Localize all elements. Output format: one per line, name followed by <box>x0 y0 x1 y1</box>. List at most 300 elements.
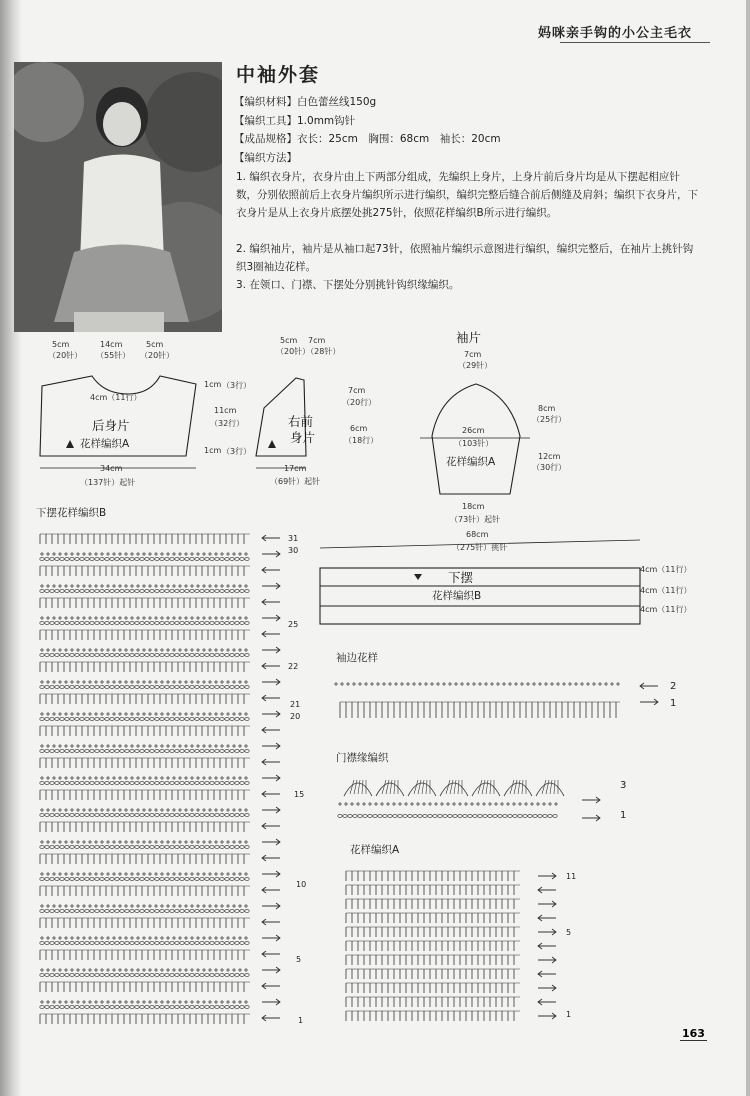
placket-stitch-row <box>408 815 412 818</box>
chart-b-stitch-row <box>175 750 179 753</box>
chart-b-stitch-row <box>135 974 139 977</box>
chart-b-stitch-row <box>65 750 69 753</box>
chart-b-stitch-row <box>195 750 199 753</box>
chart-b-stitch-row <box>190 590 194 593</box>
chart-b-stitch-row <box>215 654 219 657</box>
placket-shell <box>394 780 395 794</box>
chart-b-stitch-row <box>185 558 189 561</box>
placket-shell <box>486 780 488 794</box>
chart-b-stitch-row <box>205 718 209 721</box>
chart-b-stitch-row <box>210 814 214 817</box>
chart-b-stitch-row <box>165 878 169 881</box>
chart-b-stitch-row <box>130 814 134 817</box>
size-line: 【成品规格】衣长：25cm 胸围：68cm 袖长：20cm <box>234 133 501 145</box>
back-sh1: 1cm <box>204 380 222 389</box>
chart-b-stitch-row <box>195 942 199 945</box>
placket-stitch-row <box>358 815 362 818</box>
chart-b-stitch-row <box>245 942 249 945</box>
chart-b-stitch-row <box>140 782 144 785</box>
chart-b-stitch-row <box>115 718 119 721</box>
front-name-2: 身片 <box>290 430 316 445</box>
chart-b-stitch-row <box>240 750 244 753</box>
chart-b-stitch-row <box>135 1006 139 1009</box>
chart-b-stitch-row <box>105 750 109 753</box>
chart-b-stitch-row <box>75 558 79 561</box>
chart-b-stitch-row <box>120 814 124 817</box>
chart-b-stitch-row <box>65 622 69 625</box>
placket-stitch-row <box>468 815 472 818</box>
chart-b-stitch-row <box>220 910 224 913</box>
chart-b-stitch-row <box>120 846 124 849</box>
placket-shell <box>426 780 427 794</box>
chart-b-stitch-row <box>210 654 214 657</box>
chart-b-stitch-row <box>50 654 54 657</box>
chart-b-stitch-row <box>90 622 94 625</box>
chart-b-stitch-row <box>190 942 194 945</box>
chart-b-stitch-row <box>70 814 74 817</box>
chart-b-stitch-row <box>50 814 54 817</box>
chart-b-stitch-row <box>120 750 124 753</box>
chart-b-stitch-row <box>80 782 84 785</box>
chart-b-stitch-row <box>240 718 244 721</box>
chart-b-stitch-row <box>150 782 154 785</box>
chart-b-stitch-row <box>95 942 99 945</box>
back-top-right: 5cm <box>146 340 164 349</box>
chart-b-stitch-row <box>115 782 119 785</box>
chart-b-stitch-row <box>110 622 114 625</box>
chart-b-row-25: 25 <box>288 620 299 629</box>
chart-b-stitch-row <box>150 654 154 657</box>
chart-b-stitch-row <box>140 878 144 881</box>
chart-b-stitch-row <box>100 846 104 849</box>
chart-b-stitch-row <box>240 878 244 881</box>
chart-b-stitch-row <box>105 846 109 849</box>
chart-b-stitch-row <box>180 750 184 753</box>
placket-arrow <box>582 797 600 803</box>
placket-stitch-row <box>348 815 352 818</box>
placket-stitch-row <box>378 815 382 818</box>
placket-stitch-row <box>543 815 547 818</box>
chart-b-stitch-row <box>90 846 94 849</box>
chart-b-stitch-row <box>90 718 94 721</box>
chart-b-stitch-row <box>165 686 169 689</box>
chart-b-stitch-row <box>180 686 184 689</box>
chart-b-stitch-row <box>195 590 199 593</box>
chart-b-stitch-row <box>210 910 214 913</box>
chart-b-stitch-row <box>230 654 234 657</box>
chart-b-stitch-row <box>145 1006 149 1009</box>
placket-stitch-row <box>488 815 492 818</box>
chart-a-direction-arrow <box>538 929 556 935</box>
chart-b-stitch-row <box>170 718 174 721</box>
chart-b-stitch-row <box>40 590 44 593</box>
chart-b-stitch-row <box>50 1006 54 1009</box>
chart-b-stitch-row <box>125 974 129 977</box>
chart-b-stitch-row <box>145 974 149 977</box>
chart-b-stitch-row <box>155 878 159 881</box>
chart-b-stitch-row <box>220 622 224 625</box>
chart-a-direction-arrow <box>538 1013 556 1019</box>
chart-b-stitch-row <box>210 1006 214 1009</box>
chart-b-direction-arrow <box>262 823 280 829</box>
chart-b-stitch-row <box>55 686 59 689</box>
chart-b-stitch-row <box>240 974 244 977</box>
chart-b-stitch-row <box>165 654 169 657</box>
chart-b-stitch-row <box>190 878 194 881</box>
chart-b-stitch-row <box>170 974 174 977</box>
chart-b-stitch-row <box>40 782 44 785</box>
chart-b-stitch-row <box>175 590 179 593</box>
chart-b-stitch-row <box>60 846 64 849</box>
chart-b-stitch-row <box>150 974 154 977</box>
placket-stitch-row <box>518 815 522 818</box>
chart-b-stitch-row <box>220 974 224 977</box>
chart-b-stitch-row <box>205 622 209 625</box>
placket-shell <box>408 783 436 796</box>
chart-a-direction-arrow <box>538 915 556 921</box>
chart-b-stitch-row <box>140 942 144 945</box>
sleeve-edge-title: 袖边花样 <box>336 652 378 664</box>
chart-b-stitch-row <box>80 654 84 657</box>
chart-b-stitch-row <box>75 910 79 913</box>
chart-b-stitch-row <box>170 942 174 945</box>
tools-line: 【编织工具】1.0mm钩针 <box>234 115 356 127</box>
chart-b-stitch-row <box>80 1006 84 1009</box>
chart-b-stitch-row <box>185 686 189 689</box>
placket-shell <box>450 780 453 794</box>
chart-b-direction-arrow <box>262 951 280 957</box>
chart-b-stitch-row <box>120 654 124 657</box>
placket-shell <box>546 780 549 794</box>
chart-b-stitch-row <box>210 750 214 753</box>
chart-b-stitch-row <box>180 814 184 817</box>
chart-b-stitch-row <box>200 622 204 625</box>
chart-b-stitch-row <box>80 942 84 945</box>
chart-b-stitch-row <box>40 654 44 657</box>
chart-b-stitch-row <box>185 622 189 625</box>
placket-shell <box>344 783 372 796</box>
chart-b-stitch-row <box>245 782 249 785</box>
chart-b-stitch-row <box>85 654 89 657</box>
chart-b-stitch-row <box>100 782 104 785</box>
chart-b-stitch-row <box>115 654 119 657</box>
chart-b-stitch-row <box>55 622 59 625</box>
chart-b-stitch-row <box>240 846 244 849</box>
chart-b-stitch-row <box>145 942 149 945</box>
chart-b-stitch-row <box>95 814 99 817</box>
chart-b-stitch-row <box>195 846 199 849</box>
chart-b-stitch-row <box>75 654 79 657</box>
chart-a-direction-arrow <box>538 957 556 963</box>
chart-b-stitch-row <box>80 750 84 753</box>
placket-shell <box>554 780 555 794</box>
chart-b-stitch-row <box>45 718 49 721</box>
chart-b-stitch-row <box>155 718 159 721</box>
chart-b-stitch-row <box>50 622 54 625</box>
chart-b-stitch-row <box>240 686 244 689</box>
back-top-mid-st: （55针） <box>96 351 131 360</box>
chart-b-stitch-row <box>145 622 149 625</box>
hem-pick-st: （275针）挑针 <box>452 543 508 552</box>
chart-b-stitch-row <box>95 910 99 913</box>
chart-b-stitch-row <box>65 1006 69 1009</box>
chart-b-stitch-row <box>195 622 199 625</box>
chart-b-stitch-row <box>165 1006 169 1009</box>
chart-b-stitch-row <box>160 622 164 625</box>
chart-b-stitch-row <box>235 1006 239 1009</box>
chart-b-stitch-row <box>220 686 224 689</box>
chart-b-stitch-row <box>245 814 249 817</box>
chart-b-direction-arrow <box>262 759 280 765</box>
placket-stitch-row <box>398 815 402 818</box>
chart-b-direction-arrow <box>262 647 280 653</box>
chart-b-stitch-row <box>240 622 244 625</box>
placket-shell <box>418 780 421 794</box>
placket-shell <box>458 780 459 794</box>
chart-b-stitch-row <box>95 718 99 721</box>
chart-b-stitch-row <box>180 622 184 625</box>
sleeve-bottom-st: （73针）起针 <box>450 515 501 524</box>
chart-b-stitch-row <box>165 846 169 849</box>
chart-b-stitch-row <box>90 590 94 593</box>
chart-b-stitch-row <box>45 686 49 689</box>
chart-b-stitch-row <box>205 750 209 753</box>
chart-b-stitch-row <box>205 686 209 689</box>
placket-stitch-row <box>413 815 417 818</box>
chart-b-stitch-row <box>75 590 79 593</box>
chart-b-stitch-row <box>100 910 104 913</box>
chart-b-stitch-row <box>100 558 104 561</box>
chart-b-stitch-row <box>180 910 184 913</box>
chart-b-direction-arrow <box>262 615 280 621</box>
chart-b-stitch-row <box>90 782 94 785</box>
chart-b-stitch-row <box>100 974 104 977</box>
chart-b-stitch-row <box>175 1006 179 1009</box>
chart-b-stitch-row <box>115 942 119 945</box>
back-bottom-st: （137针）起针 <box>80 478 136 487</box>
chart-b-direction-arrow <box>262 791 280 797</box>
chart-b-stitch-row <box>235 654 239 657</box>
chart-b-stitch-row <box>180 718 184 721</box>
chart-b-stitch-row <box>85 910 89 913</box>
chart-b-stitch-row <box>145 846 149 849</box>
chart-b-stitch-row <box>95 558 99 561</box>
chart-b-stitch-row <box>40 878 44 881</box>
chart-b-stitch-row <box>155 622 159 625</box>
back-top-mid: 14cm <box>100 340 123 349</box>
placket-shell <box>386 780 389 794</box>
chart-b-stitch-row <box>215 750 219 753</box>
chart-b-stitch-row <box>105 686 109 689</box>
placket-stitch-row <box>493 815 497 818</box>
placket-shell <box>504 783 532 796</box>
chart-b-stitch-row <box>240 942 244 945</box>
chart-b-stitch-row <box>145 910 149 913</box>
back-sh2-rows: （3行） <box>222 447 252 456</box>
chart-b-stitch-row <box>215 1006 219 1009</box>
chart-b-stitch-row <box>85 1006 89 1009</box>
placket-title: 门襟缘编织 <box>336 752 389 764</box>
chart-b-stitch-row <box>170 622 174 625</box>
chart-b-stitch-row <box>180 942 184 945</box>
chart-b-stitch-row <box>120 1006 124 1009</box>
chart-b-stitch-row <box>200 654 204 657</box>
chart-b-stitch-row <box>185 814 189 817</box>
chart-b-stitch-row <box>125 878 129 881</box>
chart-b-stitch-row <box>225 718 229 721</box>
chart-b-stitch-row <box>85 974 89 977</box>
chart-b-stitch-row <box>245 910 249 913</box>
chart-b-stitch-row <box>200 878 204 881</box>
placket-stitch-row <box>498 815 502 818</box>
chart-b-stitch-row <box>160 590 164 593</box>
chart-a-direction-arrow <box>538 999 556 1005</box>
chart-b-stitch-row <box>40 910 44 913</box>
chart-b-stitch-row <box>210 782 214 785</box>
chart-b-stitch-row <box>215 558 219 561</box>
placket-stitch-row <box>443 815 447 818</box>
chart-b-stitch-row <box>145 814 149 817</box>
chart-b-stitch-row <box>240 910 244 913</box>
chart-b-stitch-row <box>155 558 159 561</box>
chart-b-stitch-row <box>225 686 229 689</box>
chart-b-stitch-row <box>225 846 229 849</box>
chart-b-stitch-row <box>55 846 59 849</box>
chart-b-stitch-row <box>235 942 239 945</box>
chart-b-stitch-row <box>160 878 164 881</box>
chart-b-stitch-row <box>115 1006 119 1009</box>
chart-b-stitch-row <box>70 686 74 689</box>
sleeve-width: 26cm <box>462 426 485 435</box>
back-top-right-st: （20针） <box>140 351 175 360</box>
chart-b-stitch-row <box>75 686 79 689</box>
chart-b-stitch-row <box>165 590 169 593</box>
placket-stitch-row <box>458 815 462 818</box>
chart-b-stitch-row <box>135 942 139 945</box>
chart-b-stitch-row <box>75 942 79 945</box>
placket-shell <box>376 783 404 796</box>
chart-b-stitch-row <box>225 622 229 625</box>
chart-b-stitch-row <box>115 558 119 561</box>
chart-b-stitch-row <box>240 654 244 657</box>
chart-b-stitch-row <box>245 718 249 721</box>
chart-b-stitch-row <box>125 846 129 849</box>
chart-b-stitch-row <box>230 1006 234 1009</box>
placket-shell <box>482 780 485 794</box>
chart-b-stitch-row <box>105 910 109 913</box>
chart-b-stitch-row <box>120 558 124 561</box>
chart-b-stitch-row <box>205 846 209 849</box>
chart-b-stitch-row <box>110 974 114 977</box>
chart-b-stitch-row <box>55 782 59 785</box>
chart-b-direction-arrow <box>262 999 280 1005</box>
chart-b-stitch-row <box>110 750 114 753</box>
chart-b-stitch-row <box>205 1006 209 1009</box>
chart-b-stitch-row <box>200 686 204 689</box>
chart-b-direction-arrow <box>262 727 280 733</box>
chart-b-stitch-row <box>225 878 229 881</box>
chart-b-direction-arrow <box>262 599 280 605</box>
chart-b-stitch-row <box>50 590 54 593</box>
chart-b-stitch-row <box>135 814 139 817</box>
chart-b-stitch-row <box>110 942 114 945</box>
chart-b-stitch-row <box>95 750 99 753</box>
chart-b-stitch-row <box>240 814 244 817</box>
chart-b-stitch-row <box>170 814 174 817</box>
chart-b-stitch-row <box>130 558 134 561</box>
chart-b-direction-arrow <box>262 887 280 893</box>
chart-b-stitch-row <box>235 878 239 881</box>
placket-stitch-row <box>383 815 387 818</box>
placket-stitch-row <box>473 815 477 818</box>
chart-b-stitch-row <box>195 686 199 689</box>
chart-b-stitch-row <box>165 558 169 561</box>
chart-b-stitch-row <box>210 558 214 561</box>
chart-b-stitch-row <box>225 782 229 785</box>
chart-b-stitch-row <box>200 942 204 945</box>
chart-b-stitch-row <box>120 910 124 913</box>
chart-b-stitch-row <box>45 782 49 785</box>
sleeve-top: 7cm <box>464 350 482 359</box>
chart-b-stitch-row <box>170 878 174 881</box>
chart-b-stitch-row <box>220 878 224 881</box>
chart-b-stitch-row <box>185 878 189 881</box>
chart-b-stitch-row <box>95 622 99 625</box>
front-name-1: 右前 <box>288 414 314 429</box>
chart-b-stitch-row <box>145 590 149 593</box>
chart-b-stitch-row <box>140 654 144 657</box>
chart-b-stitch-row <box>135 846 139 849</box>
chart-b-stitch-row <box>70 654 74 657</box>
chart-b-stitch-row <box>60 686 64 689</box>
chart-b-stitch-row <box>190 814 194 817</box>
chart-b-stitch-row <box>155 846 159 849</box>
chart-b-stitch-row <box>80 622 84 625</box>
chart-b-stitch-row <box>190 622 194 625</box>
chart-b-stitch-row <box>60 1006 64 1009</box>
placket-stitch-row <box>553 815 557 818</box>
chart-b-stitch-row <box>105 878 109 881</box>
running-header: 妈咪亲手钩的小公主毛衣 <box>537 26 692 41</box>
chart-b-stitch-row <box>75 974 79 977</box>
hem-pick: 68cm <box>466 530 489 539</box>
chart-b-stitch-row <box>165 942 169 945</box>
sleeve-cap-rows: （25行） <box>532 415 567 424</box>
chart-b-stitch-row <box>60 718 64 721</box>
chart-b-stitch-row <box>90 558 94 561</box>
chart-b-stitch-row <box>65 782 69 785</box>
chart-b-stitch-row <box>235 974 239 977</box>
chart-b-stitch-row <box>90 1006 94 1009</box>
chart-b-stitch-row <box>85 622 89 625</box>
chart-b-stitch-row <box>45 1006 49 1009</box>
chart-b-stitch-row <box>190 1006 194 1009</box>
chart-b-stitch-row <box>130 846 134 849</box>
chart-b-stitch-row <box>160 558 164 561</box>
chart-b-stitch-row <box>50 846 54 849</box>
chart-b-stitch-row <box>120 942 124 945</box>
chart-b-stitch-row <box>125 942 129 945</box>
chart-b-stitch-row <box>235 910 239 913</box>
chart-b-direction-arrow <box>262 871 280 877</box>
chart-b-stitch-row <box>70 974 74 977</box>
method-step-2: 2. 编织袖片，袖片是从袖口起73针，依照袖片编织示意图进行编织，编织完整后，在袖片上挑针钩织3圈袖边花样。 <box>236 243 694 273</box>
chart-b-stitch-row <box>160 942 164 945</box>
chart-a-row-5: 5 <box>566 928 572 937</box>
chart-b-stitch-row <box>190 654 194 657</box>
chart-b-stitch-row <box>205 974 209 977</box>
chart-b-stitch-row <box>75 622 79 625</box>
